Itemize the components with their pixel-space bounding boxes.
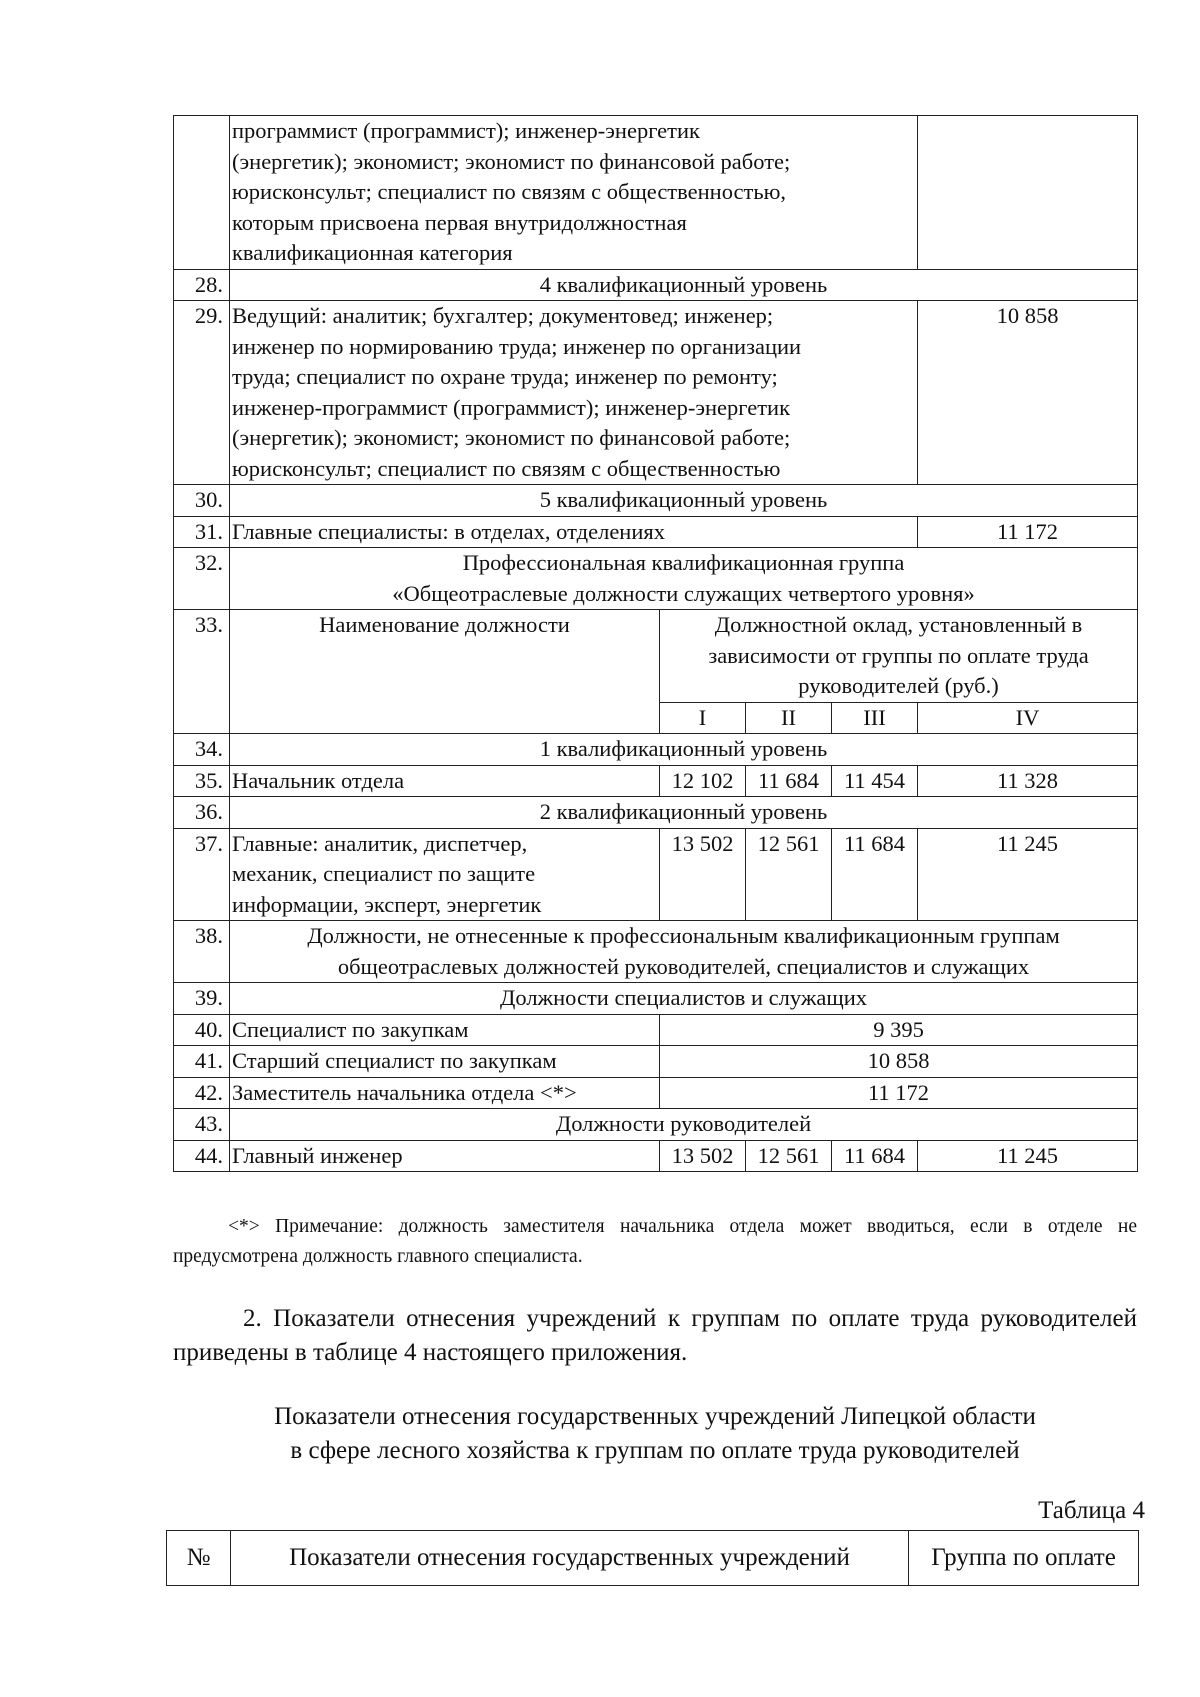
table-row — [174, 797, 1138, 829]
row-number: 30. — [174, 485, 230, 517]
salary-value: 10 858 — [660, 1046, 1138, 1078]
salary-value: 10 858 — [918, 301, 1138, 485]
row-number: 35. — [174, 765, 230, 797]
position-name: Начальник отдела — [230, 765, 660, 797]
table-header-row — [167, 1531, 1139, 1586]
salary-value: 12 102 — [660, 765, 746, 797]
salary-value: 12 561 — [746, 1140, 832, 1172]
position-name: Ведущий: аналитик; бухгалтер; документовед; инженер; инженер по нормированию труда; инженер по организации труда; специалист по охране труда; инженер по ремонту; инженер-программист (программист); инженер-энергетик (энергетик); экономист; экономист по финансовой работе; юрисконсульт; специалист по связям с общественностью — [230, 301, 918, 485]
group-label: II — [746, 702, 832, 734]
footnote: <*> Примечание: должность заместителя начальника отдела может вводиться, если в отделе не предусмотрена должность главного специалиста. — [173, 1216, 1137, 1267]
row-number: 36. — [174, 797, 230, 829]
salary-value: 11 245 — [918, 828, 1138, 921]
position-name: Главный инженер — [230, 1140, 660, 1172]
table-row — [174, 983, 1138, 1015]
salary-value: 11 172 — [918, 516, 1138, 548]
salary-value — [918, 116, 1138, 270]
position-name: Заместитель начальника отдела <*> — [230, 1077, 660, 1109]
table-row — [174, 1140, 1138, 1172]
salary-value: 11 684 — [832, 1140, 918, 1172]
section-title: Показатели отнесения государственных учреждений Липецкой области в сфере лесного хозяйства к группам по оплате труда руководителей — [274, 1403, 1036, 1464]
row-number: 34. — [174, 734, 230, 766]
group-heading: Профессиональная квалификационная группа «Общеотраслевые должности служащих четвертого уровня» — [230, 548, 1138, 610]
column-header-indicators: Показатели отнесения государственных учреждений — [231, 1531, 909, 1586]
column-header-position: Наименование должности — [230, 610, 660, 734]
position-name: Главные специалисты: в отделах, отделениях — [230, 516, 918, 548]
salary-value: 13 502 — [660, 828, 746, 921]
table-row — [174, 828, 1138, 921]
position-name: Главные: аналитик, диспетчер, механик, специалист по защите информации, эксперт, энергетик — [230, 828, 660, 921]
row-number: 40. — [174, 1014, 230, 1046]
table-row — [174, 1014, 1138, 1046]
table-caption: Таблица 4 — [1038, 1497, 1145, 1524]
table-row — [174, 1109, 1138, 1141]
indicators-table — [166, 1530, 1139, 1586]
row-number: 33. — [174, 610, 230, 734]
row-number: 44. — [174, 1140, 230, 1172]
row-number: 43. — [174, 1109, 230, 1141]
table-row — [174, 734, 1138, 766]
group-label: IV — [918, 702, 1138, 734]
row-number: 28. — [174, 269, 230, 301]
row-number: 42. — [174, 1077, 230, 1109]
row-number: 38. — [174, 921, 230, 983]
salary-value: 9 395 — [660, 1014, 1138, 1046]
section-heading: 1 квалификационный уровень — [230, 734, 1138, 766]
row-number: 29. — [174, 301, 230, 485]
table-row — [174, 548, 1138, 610]
salary-value: 11 684 — [832, 828, 918, 921]
position-name: программист (программист); инженер-энергетик (энергетик); экономист; экономист по финансовой работе; юрисконсульт; специалист по связям с общественностью, которым присвоена первая внутридолжностная квалификационная категория — [230, 116, 918, 270]
table-row — [174, 116, 1138, 270]
group-label: III — [832, 702, 918, 734]
column-header-number: № — [167, 1531, 231, 1586]
salary-value: 11 684 — [746, 765, 832, 797]
salary-value: 11 172 — [660, 1077, 1138, 1109]
table-row — [174, 921, 1138, 983]
row-number — [174, 116, 230, 270]
row-number: 32. — [174, 548, 230, 610]
section-heading: Должности специалистов и служащих — [230, 983, 1138, 1015]
column-header-salary: Должностной оклад, установленный в зависимости от группы по оплате труда руководителей (руб.) — [660, 610, 1138, 703]
table-row — [174, 1046, 1138, 1078]
section-heading: 2 квалификационный уровень — [230, 797, 1138, 829]
section-heading: Должности руководителей — [230, 1109, 1138, 1141]
body-paragraph: 2. Показатели отнесения учреждений к группам по оплате труда руководителей приведены в таблице 4 настоящего приложения. — [173, 1305, 1137, 1366]
group-heading: Должности, не отнесенные к профессиональным квалификационным группам общеотраслевых должностей руководителей, специалистов и служащих — [230, 921, 1138, 983]
table-row — [174, 301, 1138, 485]
salary-value: 12 561 — [746, 828, 832, 921]
column-header-group: Группа по оплате — [909, 1531, 1139, 1586]
table-row — [174, 1077, 1138, 1109]
salary-value: 11 328 — [918, 765, 1138, 797]
position-name: Специалист по закупкам — [230, 1014, 660, 1046]
salary-value: 11 454 — [832, 765, 918, 797]
position-name: Старший специалист по закупкам — [230, 1046, 660, 1078]
salary-table — [173, 115, 1138, 1172]
salary-value: 11 245 — [918, 1140, 1138, 1172]
row-number: 39. — [174, 983, 230, 1015]
table-row — [174, 765, 1138, 797]
row-number: 37. — [174, 828, 230, 921]
group-label: I — [660, 702, 746, 734]
table-row — [174, 269, 1138, 301]
row-number: 41. — [174, 1046, 230, 1078]
table-row — [174, 485, 1138, 517]
table-row — [174, 516, 1138, 548]
row-number: 31. — [174, 516, 230, 548]
section-heading: 5 квалификационный уровень — [230, 485, 1138, 517]
table-row — [174, 610, 1138, 703]
salary-value: 13 502 — [660, 1140, 746, 1172]
section-heading: 4 квалификационный уровень — [230, 269, 1138, 301]
